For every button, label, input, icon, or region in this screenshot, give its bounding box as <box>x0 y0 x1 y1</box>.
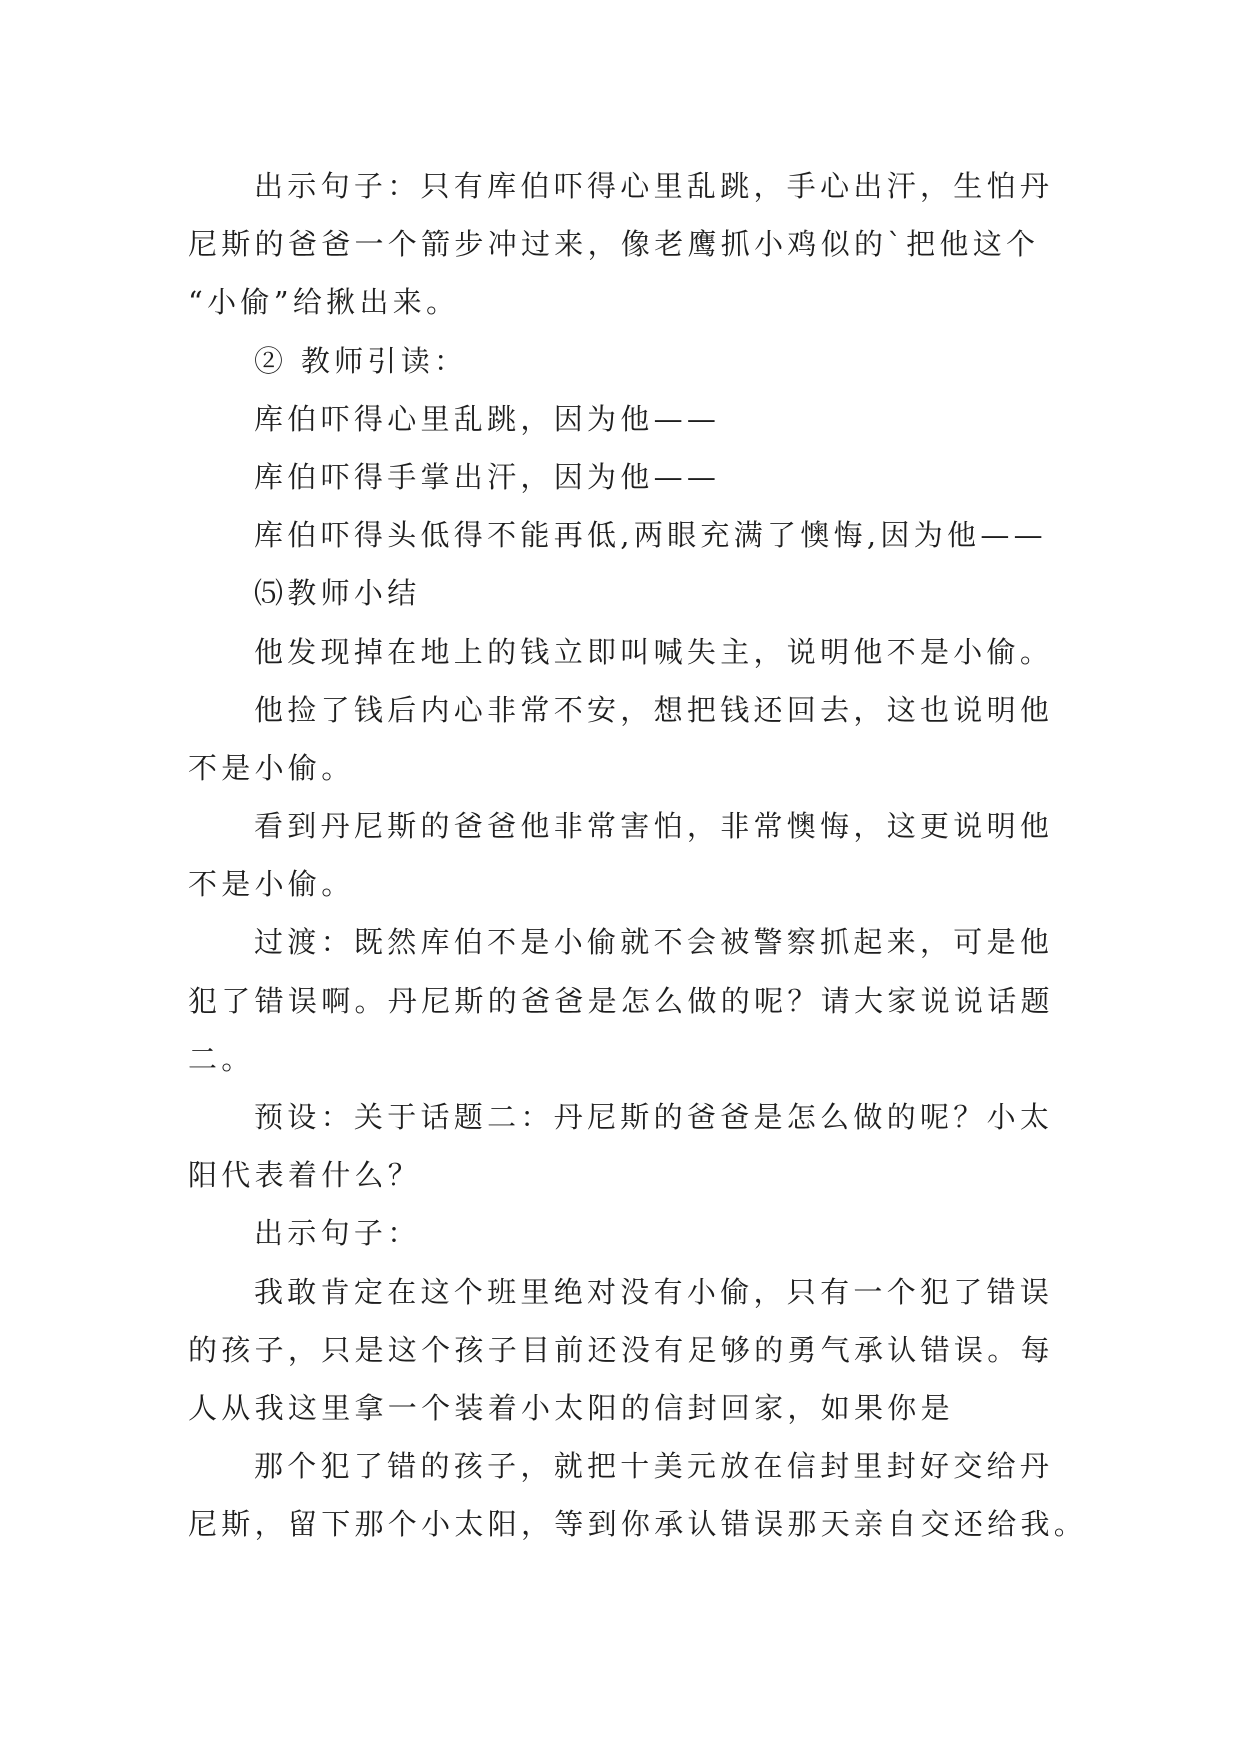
text-line: 我敢肯定在这个班里绝对没有小偷，只有一个犯了错误 <box>254 1274 1054 1309</box>
text-line: 他捡了钱后内心非常不安，想把钱还回去，这也说明他 <box>254 692 1054 727</box>
text-line: 不是小偷。 <box>188 867 355 902</box>
text-line: 出示句子： <box>254 1216 421 1251</box>
text-line: 看到丹尼斯的爸爸他非常害怕，非常懊悔，这更说明他 <box>254 809 1054 844</box>
text-line: 二。 <box>188 1041 255 1076</box>
section-heading: ⑸教师小结 <box>254 576 421 611</box>
text-line: 他发现掉在地上的钱立即叫喊失主，说明他不是小偷。 <box>254 634 1054 669</box>
text-line: 的孩子，只是这个孩子目前还没有足够的勇气承认错误。每 <box>188 1332 1054 1367</box>
body-text <box>188 157 1148 1554</box>
text-line: 尼斯，留下那个小太阳，等到你承认错误那天亲自交还给我。 <box>188 1507 1088 1542</box>
text-line: 犯了错误啊。丹尼斯的爸爸是怎么做的呢？请大家说说话题 <box>188 983 1054 1018</box>
text-line: 过渡：既然库伯不是小偷就不会被警察抓起来，可是他 <box>254 925 1054 960</box>
text-line: 阳代表着什么？ <box>188 1158 422 1193</box>
text-line: 库伯吓得头低得不能再低,两眼充满了懊悔,因为他—— <box>254 518 1047 553</box>
text-line: 不是小偷。 <box>188 750 355 785</box>
text-line: 库伯吓得手掌出汗，因为他—— <box>254 459 721 494</box>
text-line: 那个犯了错的孩子，就把十美元放在信封里封好交给丹 <box>254 1449 1054 1484</box>
text-line: 出示句子：只有库伯吓得心里乱跳，手心出汗，生怕丹 <box>254 169 1054 203</box>
text-line: 库伯吓得心里乱跳，因为他—— <box>254 401 721 436</box>
text-line: ② 教师引读： <box>254 343 468 378</box>
text-line: 尼斯的爸爸一个箭步冲过来，像老鹰抓小鸡似的`把他这个 <box>188 227 1040 262</box>
text-line: 预设：关于话题二：丹尼斯的爸爸是怎么做的呢？小太 <box>254 1100 1054 1134</box>
text-line: 人从我这里拿一个装着小太阳的信封回家，如果你是 <box>188 1390 954 1425</box>
text-line: “小偷”给揪出来。 <box>188 285 460 320</box>
